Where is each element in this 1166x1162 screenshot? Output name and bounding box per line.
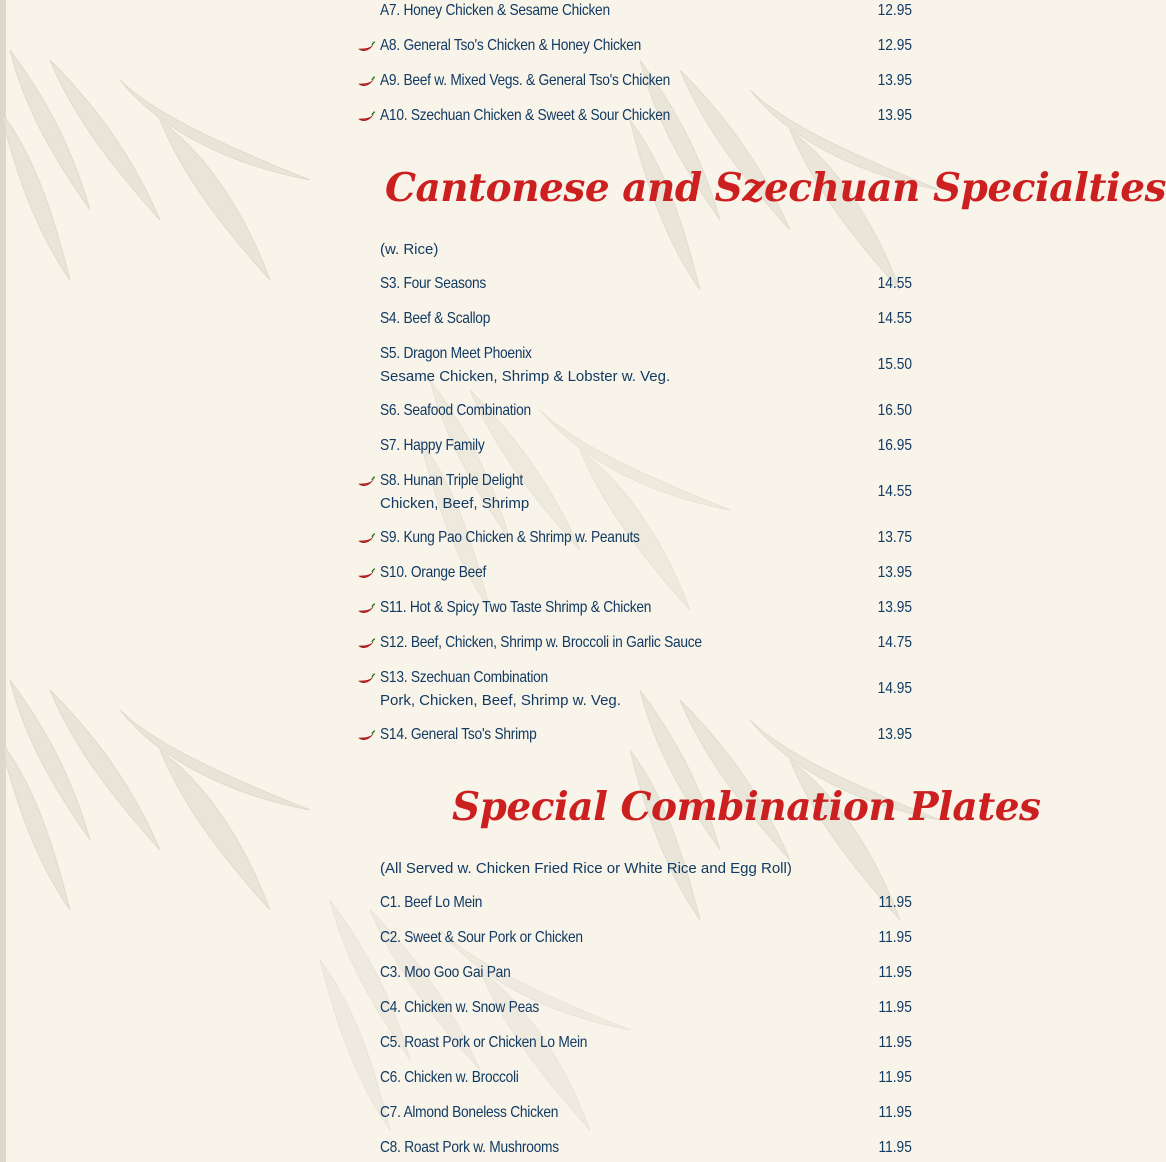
chili-pepper-icon [358,637,376,651]
menu-item-name: S14. General Tso's Shrimp [380,726,537,743]
chili-pepper-icon [358,532,376,546]
menu-item-description: Chicken, Beef, Shrimp [380,495,530,512]
menu-item-name: S8. Hunan Triple Delight [380,472,523,489]
section-heading: Cantonese and Szechuan Specialties [385,165,1166,211]
menu-item-price: 11.95 [878,894,912,911]
menu-item-name: A9. Beef w. Mixed Vegs. & General Tso's Chicken [380,72,671,89]
menu-item-price: 13.95 [877,726,912,743]
chili-pepper-icon [358,110,376,124]
menu-item-name: S7. Happy Family [380,437,485,454]
section-heading: Special Combination Plates [452,784,1041,830]
menu-item-price: 11.95 [878,1104,912,1121]
menu-item-name: S4. Beef & Scallop [380,310,491,327]
chili-pepper-icon [358,475,376,489]
menu-item-price: 11.95 [878,964,912,981]
menu-item-name: C1. Beef Lo Mein [380,894,483,911]
menu-item-name: S13. Szechuan Combination [380,669,548,686]
menu-item-price: 13.95 [877,107,912,124]
menu-item-description: Pork, Chicken, Beef, Shrimp w. Veg. [380,692,621,709]
menu-item-name: C3. Moo Goo Gai Pan [380,964,511,981]
menu-item-price: 15.50 [877,356,912,373]
menu-item-price: 13.95 [877,599,912,616]
menu-item-name: S10. Orange Beef [380,564,487,581]
chili-pepper-icon [358,40,376,54]
menu-item-price: 16.50 [877,402,912,419]
menu-item-price: 12.95 [877,2,912,19]
menu-item-name: S12. Beef, Chicken, Shrimp w. Broccoli in Garlic Sauce [380,634,702,651]
menu-item-price: 14.75 [877,634,912,651]
section-note: (w. Rice) [380,241,439,258]
menu-item-name: S9. Kung Pao Chicken & Shrimp w. Peanuts [380,529,640,546]
menu-item-price: 16.95 [877,437,912,454]
menu-item-price: 11.95 [878,1139,912,1156]
menu-item-name: S11. Hot & Spicy Two Taste Shrimp & Chicken [380,599,652,616]
menu-item-price: 13.95 [877,72,912,89]
menu-item-price: 12.95 [877,37,912,54]
chili-pepper-icon [358,567,376,581]
menu-item-price: 13.95 [877,564,912,581]
menu-item-price: 11.95 [878,999,912,1016]
menu-item-name: C6. Chicken w. Broccoli [380,1069,519,1086]
chili-pepper-icon [358,672,376,686]
menu-item-name: A8. General Tso's Chicken & Honey Chicken [380,37,642,54]
menu-item-name: S5. Dragon Meet Phoenix [380,345,532,362]
menu-item-price: 11.95 [878,1069,912,1086]
menu-item-price: 11.95 [878,929,912,946]
section-note: (All Served w. Chicken Fried Rice or White Rice and Egg Roll) [380,860,792,877]
menu-item-description: Sesame Chicken, Shrimp & Lobster w. Veg. [380,368,671,385]
menu-item-name: C7. Almond Boneless Chicken [380,1104,559,1121]
menu-item-name: S3. Four Seasons [380,275,487,292]
menu-item-name: C8. Roast Pork w. Mushrooms [380,1139,559,1156]
chili-pepper-icon [358,602,376,616]
menu-item-name: C4. Chicken w. Snow Peas [380,999,540,1016]
menu-item-price: 14.55 [877,310,912,327]
menu-item-price: 14.95 [877,680,912,697]
menu-item-price: 14.55 [877,483,912,500]
menu-item-name: S6. Seafood Combination [380,402,531,419]
menu-item-name: A7. Honey Chicken & Sesame Chicken [380,2,610,19]
menu-item-price: 13.75 [877,529,912,546]
menu-item-price: 14.55 [877,275,912,292]
menu-item-name: C2. Sweet & Sour Pork or Chicken [380,929,583,946]
menu-item-name: C5. Roast Pork or Chicken Lo Mein [380,1034,588,1051]
menu-item-price: 11.95 [878,1034,912,1051]
chili-pepper-icon [358,729,376,743]
chili-pepper-icon [358,75,376,89]
menu-item-name: A10. Szechuan Chicken & Sweet & Sour Chicken [380,107,671,124]
